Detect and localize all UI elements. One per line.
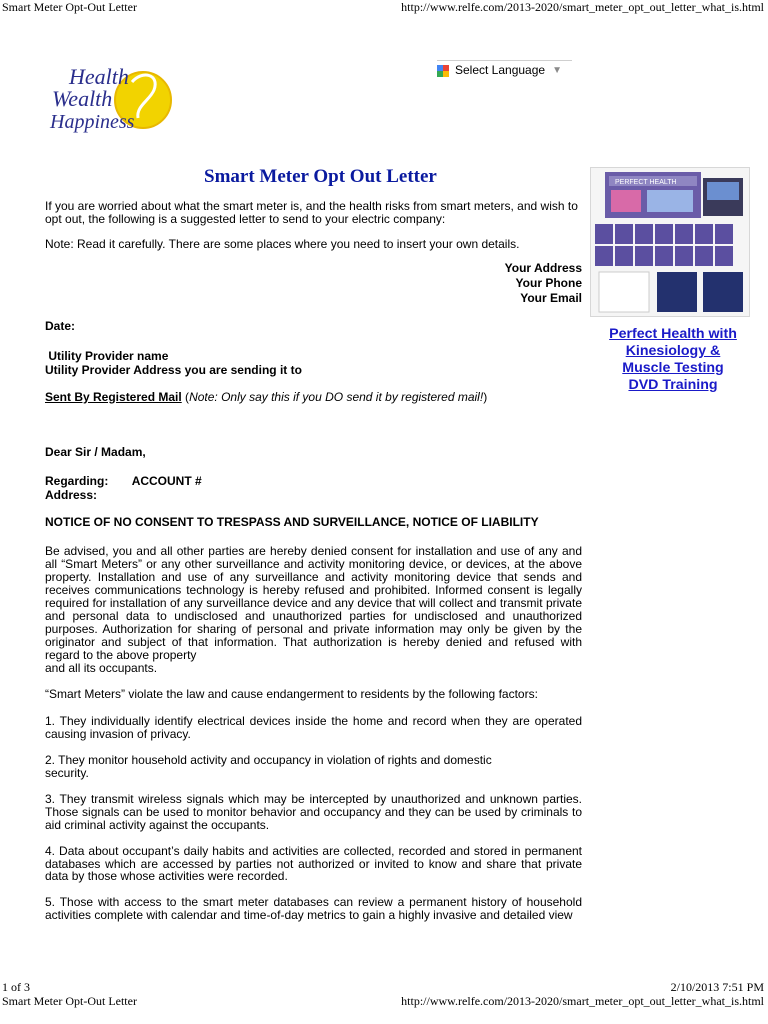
factor-item-2: 2. They monitor household activity and occupancy in violation of rights and domestic (45, 753, 492, 768)
print-footer-url: http://www.relfe.com/2013-2020/smart_meter_opt_out_letter_what_is.html (401, 994, 764, 1008)
date-label: Date: (45, 318, 76, 333)
factor-item-3: 3. They transmit wireless signals which may be intercepted by unauthorized and unknown parties. Those signals can be used to monitor behavior and occupancy and they can be used by criminals to aid criminal activity against the occupants. (45, 791, 582, 832)
logo-line-2: Wealth (52, 86, 113, 111)
google-translate-icon (437, 65, 449, 77)
ad-link-line: DVD Training (628, 377, 718, 393)
logo-line-3: Happiness (50, 111, 135, 133)
factor-item-2-tail: security. (45, 766, 89, 781)
salutation: Dear Sir / Madam, (45, 444, 146, 459)
note-paragraph: Note: Read it carefully. There are some places where you need to insert your own details. (45, 236, 520, 251)
ad-link-line: Muscle Testing (622, 360, 724, 376)
factors-intro: “Smart Meters” violate the law and cause endangerment to residents by the following factors: (45, 687, 538, 702)
account-label: ACCOUNT # (131, 474, 202, 489)
consent-tail: and all its occupants. (45, 660, 158, 675)
factor-item-5: 5. Those with access to the smart meter databases can review a permanent history of household activities complete with calendar and time-of-day metrics to gain a highly invasive and detailed view (45, 895, 582, 923)
address-label: Address: (45, 488, 98, 503)
factor-item-4: 4. Data about occupant’s daily habits and activities are collected, recorded and stored in permanent databases which are accessed by parties not authorized or invited to know and share that private data by those whose activities were recorded. (45, 843, 582, 884)
sent-note: Note: Only say this if you DO send it by registered mail! (189, 389, 484, 404)
print-footer-datetime: 2/10/2013 7:51 PM (670, 980, 764, 994)
intro-paragraph: If you are worried about what the smart meter is, and the health risks from smart meters, and wish to opt out, the following is a suggested letter to send to your electric company: (45, 199, 578, 226)
print-footer-page: 1 of 3 (2, 980, 30, 994)
print-header-title: Smart Meter Opt-Out Letter (2, 0, 137, 14)
letter-body: If you are worried about what the smart meter is, and the health risks from smart meters, and wish to opt out, the following is a suggested letter to send to your electric company: Note: Read it carefully. There are some places where you need to insert your own details. Your Address Your Phone Your Email Date: Utility Provider name Utility Provider Address you are sending it to Sent By Registered Mail (Note: Only say this if you DO send it by registered mail!) Dear Sir / Madam, Regarding: ACCOUNT # Address: NOTICE OF NO CONSENT TO TRESPASS AND SURVEILLANCE, NOTICE OF LIABILITY Be advised, you and all other parties are hereby denied consent for installation and use of any and all “Smart Meters” or any other surveillance and activity monitoring device, or devices, at the above property. Installation and use of any surveillance and activity monitoring device that sends and receives communications technology is hereby refused and prohibited. Informed consent is legally required for installation of any surveillance device and any device that will collect and transmit private and personal data to undisclosed and unauthorized parties for undisclosed and unauthorized purposes. Authorization for sharing of personal and private information may only be given by the originator and subject of that information. That authorization is hereby denied and refused with regard to the above property and all its occupants. “Smart Meters” violate the law and cause endangerment to residents by the following factors: 1. They individually identify electrical devices inside the home and record when they are operated causing invasion of privacy. 2. They monitor household activity and occupancy in violation of rights and domestic security. 3. They transmit wireless signals which may be intercepted by unauthorized and unknown parties. Those signals can be used to monitor behavior and occupancy and they can be used by criminals to aid criminal activity against the occupants. 4. Data about occupant’s daily habits and activities are collected, recorded and stored in permanent databases which are accessed by parties not authorized or invited to know and share that private data by those whose activities were recorded. 5. Those with access to the smart meter databases can review a permanent history of household activities complete with calendar and time-of-day metrics to gain a highly invasive and detailed view (45, 199, 582, 923)
consent-paragraph: Be advised, you and all other parties are hereby denied consent for installation and use of any and all “Smart Meters” or any other surveillance and activity monitoring device, or devices, at the above property. Installation and use of any surveillance and activity monitoring device that sends and receives communications technology is hereby refused and prohibited. Informed consent is legally required for installation of any surveillance device and any device that will collect and transmit private and personal data to undisclosed and unauthorized parties for undisclosed and unauthorized purposes. Authorization for sharing of personal and private information may only be given by the originator and subject of that information. That authorization is hereby denied and refused with regard to the above property (45, 544, 582, 662)
logo-line-1: Health (69, 64, 129, 89)
sender-address: Your Address (504, 260, 582, 275)
ad-box-title: PERFECT HEALTH (615, 179, 677, 186)
ad-link-line: Kinesiology & (625, 343, 721, 359)
factor-item-1: 1. They individually identify electrical devices inside the home and record when they are operated causing invasion of privacy. (45, 714, 582, 742)
sender-phone: Your Phone (515, 275, 582, 290)
sent-label: Sent By Registered Mail (45, 389, 182, 404)
ad-link-line: Perfect Health with (609, 326, 737, 342)
notice-heading: NOTICE OF NO CONSENT TO TRESPASS AND SURVEILLANCE, NOTICE OF LIABILITY (45, 515, 539, 530)
sender-email: Your Email (520, 290, 582, 305)
language-selector[interactable] (437, 60, 572, 79)
chevron-down-icon: ▼ (552, 64, 562, 76)
print-header-url: http://www.relfe.com/2013-2020/smart_meter_opt_out_letter_what_is.html (401, 0, 764, 14)
language-label: Select Language (455, 63, 546, 77)
print-footer-title: Smart Meter Opt-Out Letter (2, 994, 137, 1008)
ad-link-kinesiology-dvd[interactable] (590, 326, 756, 394)
site-logo[interactable] (46, 60, 176, 136)
page-title: Smart Meter Opt Out Letter (204, 166, 437, 187)
regarding-label: Regarding: (45, 474, 109, 489)
provider-name: Utility Provider name (45, 348, 169, 363)
provider-address: Utility Provider Address you are sending it to (45, 362, 302, 377)
ad-product-image[interactable] (590, 167, 750, 317)
